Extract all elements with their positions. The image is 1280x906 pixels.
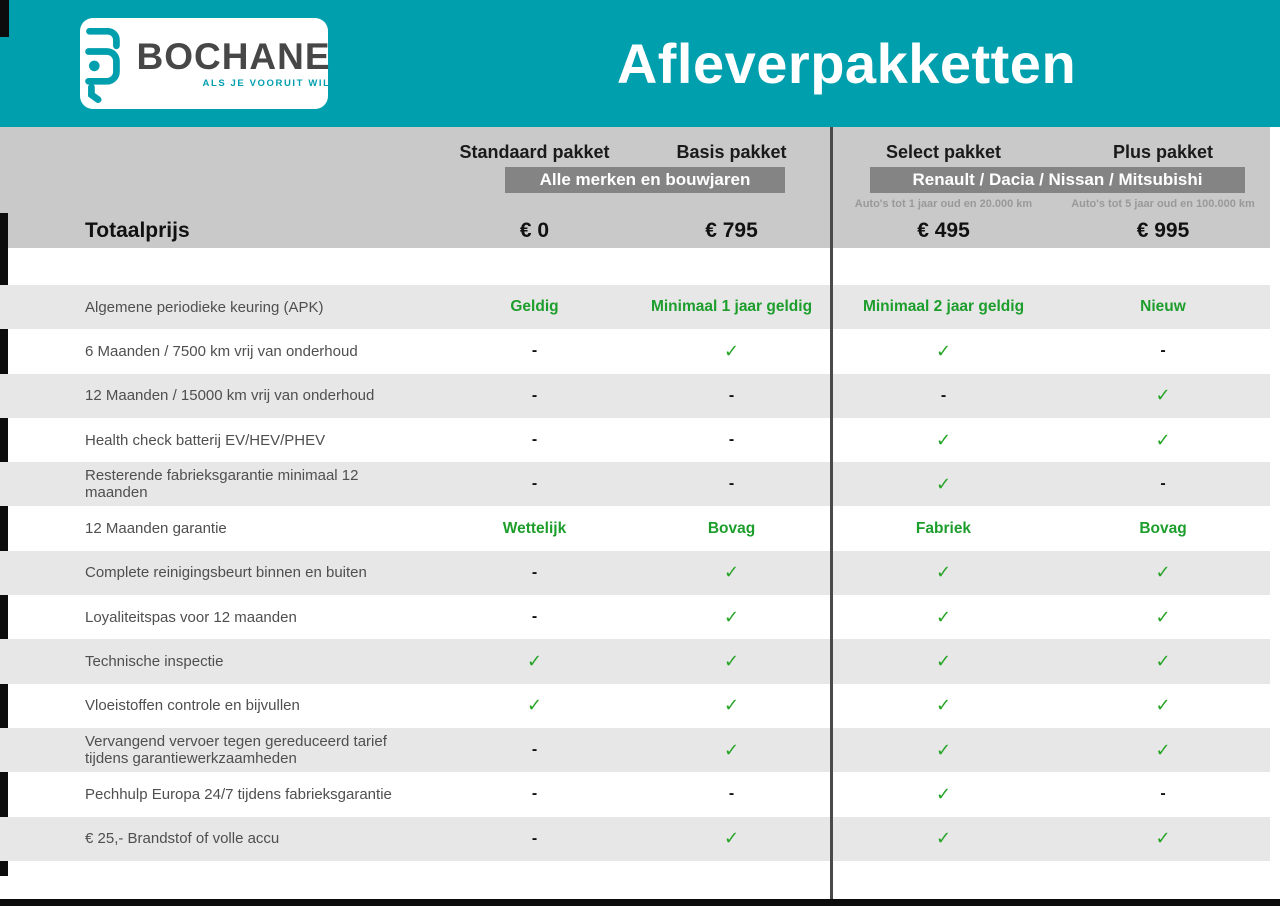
row-cell-standaard <box>437 418 632 462</box>
row-cell-plus <box>1056 551 1270 595</box>
value-text: Geldig <box>510 298 559 316</box>
check-icon: ✓ <box>723 606 740 627</box>
row-cell-select <box>831 506 1056 550</box>
row-cell-basis <box>632 551 831 595</box>
row-label: Technische inspectie <box>85 653 224 671</box>
page-title: Afleverpakketten <box>616 32 1077 95</box>
row-cell-basis <box>632 595 831 639</box>
row-cell-select <box>831 551 1056 595</box>
row-label: Algemene periodieke keuring (APK) <box>85 298 324 316</box>
row-cell-standaard <box>437 684 632 728</box>
column-divider-line <box>830 127 833 899</box>
row-cell-select <box>831 817 1056 861</box>
table-row <box>0 374 1270 418</box>
value-text: Nieuw <box>1140 298 1186 316</box>
row-cell-select <box>831 329 1056 373</box>
table-row <box>0 772 1270 816</box>
value-text: Minimaal 1 jaar geldig <box>650 298 813 316</box>
dash-value: - <box>1160 475 1166 493</box>
check-icon: ✓ <box>1155 739 1171 760</box>
row-cell-select <box>831 639 1056 683</box>
bochane-logo <box>80 18 331 109</box>
dash-value: - <box>728 475 735 493</box>
check-icon: ✓ <box>935 783 952 804</box>
row-cell-plus <box>1056 684 1270 728</box>
row-cell-plus <box>1056 374 1270 418</box>
check-icon: ✓ <box>723 695 740 716</box>
check-icon: ✓ <box>723 562 740 583</box>
row-cell-standaard <box>437 285 632 329</box>
row-cell-standaard <box>437 595 632 639</box>
row-label: € 25,- Brandstof of volle accu <box>85 830 280 848</box>
row-cell-basis <box>632 639 831 683</box>
row-cell-select <box>831 285 1056 329</box>
row-cell-standaard <box>437 639 632 683</box>
table-row <box>0 506 1270 550</box>
row-cell-basis <box>632 772 831 816</box>
dash-value: - <box>531 431 538 449</box>
check-icon: ✓ <box>526 695 543 716</box>
price-standaard: € 0 <box>519 219 550 242</box>
row-cell-basis <box>632 506 831 550</box>
row-label: Complete reinigingsbeurt binnen en buiten <box>85 564 367 582</box>
value-text: Minimaal 2 jaar geldig <box>862 298 1025 316</box>
check-icon: ✓ <box>526 651 543 672</box>
dash-value: - <box>940 386 947 404</box>
table-row <box>0 595 1270 639</box>
table-row <box>0 684 1270 728</box>
row-cell-standaard <box>437 374 632 418</box>
row-cell-plus <box>1056 506 1270 550</box>
row-cell-select <box>831 728 1056 772</box>
dash-value: - <box>1160 342 1166 360</box>
row-cell-select <box>831 772 1056 816</box>
row-cell-basis <box>632 728 831 772</box>
check-icon: ✓ <box>935 651 952 672</box>
check-icon: ✓ <box>1155 695 1171 716</box>
check-icon: ✓ <box>935 562 952 583</box>
row-cell-plus <box>1056 639 1270 683</box>
subtitle-select: Auto's tot 1 jaar oud en 20.000 km <box>854 197 1033 210</box>
row-label: 6 Maanden / 7500 km vrij van onderhoud <box>85 342 358 360</box>
bottom-edge-bar <box>0 899 1280 906</box>
row-label: Vloeistoffen controle en bijvullen <box>85 697 300 715</box>
check-icon: ✓ <box>723 340 740 361</box>
check-icon: ✓ <box>723 828 740 849</box>
row-cell-select <box>831 462 1056 506</box>
check-icon: ✓ <box>935 340 952 361</box>
check-icon: ✓ <box>935 695 952 716</box>
row-cell-standaard <box>437 329 632 373</box>
column-header-standaard: Standaard pakket <box>459 142 610 162</box>
row-cell-standaard <box>437 462 632 506</box>
row-label: 12 Maanden / 15000 km vrij van onderhoud <box>85 387 375 405</box>
table-header-band <box>0 127 1270 248</box>
logo-text <box>136 38 330 89</box>
row-cell-basis <box>632 817 831 861</box>
row-cell-select <box>831 595 1056 639</box>
banner-brands: Renault / Dacia / Nissan / Mitsubishi <box>870 167 1245 193</box>
table-row <box>0 285 1270 329</box>
logo-tagline: ALS JE VOORUIT WIL <box>202 78 331 89</box>
value-text: Fabriek <box>915 519 972 537</box>
price-plus: € 995 <box>1136 219 1190 242</box>
row-label: Vervangend vervoer tegen gereduceerd tarief tijdens garantiewerkzaamheden <box>85 733 387 768</box>
header-banner <box>0 0 1280 127</box>
check-icon: ✓ <box>935 739 952 760</box>
dash-value: - <box>531 829 538 847</box>
dash-value: - <box>531 785 538 803</box>
logo-wordmark: BOCHANE <box>136 36 331 77</box>
column-header-basis: Basis pakket <box>676 142 787 162</box>
check-icon: ✓ <box>1155 828 1171 849</box>
table-row <box>0 418 1270 462</box>
row-label: Loyaliteitspas voor 12 maanden <box>85 608 297 626</box>
row-cell-basis <box>632 374 831 418</box>
price-basis: € 795 <box>705 219 758 242</box>
row-cell-plus <box>1056 418 1270 462</box>
row-label: Resterende fabrieksgarantie minimaal 12 maanden <box>85 467 359 502</box>
row-cell-plus <box>1056 285 1270 329</box>
dash-value: - <box>531 386 538 404</box>
row-label: Health check batterij EV/HEV/PHEV <box>85 431 326 449</box>
row-cell-select <box>831 418 1056 462</box>
dash-value: - <box>531 563 538 581</box>
value-text: Bovag <box>1139 519 1187 537</box>
row-cell-standaard <box>437 817 632 861</box>
row-cell-standaard <box>437 772 632 816</box>
check-icon: ✓ <box>1155 429 1171 450</box>
dash-value: - <box>728 431 735 449</box>
row-cell-basis <box>632 462 831 506</box>
check-icon: ✓ <box>1155 562 1171 583</box>
table-row <box>0 329 1270 373</box>
dash-value: - <box>728 785 735 803</box>
table-row <box>0 551 1270 595</box>
row-cell-basis <box>632 418 831 462</box>
dash-value: - <box>728 386 735 404</box>
check-icon: ✓ <box>1155 385 1171 406</box>
table-row <box>0 728 1270 772</box>
row-cell-basis <box>632 285 831 329</box>
subtitle-plus: Auto's tot 5 jaar oud en 100.000 km <box>1071 197 1255 210</box>
table-row <box>0 639 1270 683</box>
row-cell-standaard <box>437 506 632 550</box>
row-cell-plus <box>1056 772 1270 816</box>
table-row <box>0 462 1270 506</box>
row-label: Pechhulp Europa 24/7 tijdens fabrieksgarantie <box>85 785 392 803</box>
row-cell-basis <box>632 684 831 728</box>
check-icon: ✓ <box>935 429 952 450</box>
row-cell-plus <box>1056 462 1270 506</box>
price-select: € 495 <box>917 219 970 242</box>
dash-value: - <box>531 741 538 759</box>
row-cell-standaard <box>437 551 632 595</box>
row-cell-plus <box>1056 595 1270 639</box>
dash-value: - <box>531 608 538 626</box>
banner-alle-merken: Alle merken en bouwjaren <box>505 167 785 193</box>
row-cell-basis <box>632 329 831 373</box>
row-cell-select <box>831 374 1056 418</box>
check-icon: ✓ <box>935 606 952 627</box>
check-icon: ✓ <box>1155 651 1171 672</box>
value-text: Wettelijk <box>502 519 567 537</box>
dash-value: - <box>531 475 538 493</box>
feature-rows <box>0 285 1270 861</box>
row-cell-plus <box>1056 817 1270 861</box>
bochane-logo-icon <box>77 25 127 103</box>
check-icon: ✓ <box>935 473 952 494</box>
dash-value: - <box>531 342 538 360</box>
row-cell-plus <box>1056 728 1270 772</box>
row-cell-plus <box>1056 329 1270 373</box>
total-price-label: Totaalprijs <box>85 219 190 242</box>
table-row <box>0 817 1270 861</box>
row-label: 12 Maanden garantie <box>85 520 227 538</box>
check-icon: ✓ <box>935 828 952 849</box>
value-text: Bovag <box>707 519 756 537</box>
column-header-select: Select pakket <box>885 142 1002 162</box>
row-cell-standaard <box>437 728 632 772</box>
check-icon: ✓ <box>1155 606 1171 627</box>
row-cell-select <box>831 684 1056 728</box>
check-icon: ✓ <box>723 651 740 672</box>
corner-mark <box>0 0 9 37</box>
dash-value: - <box>1160 785 1166 803</box>
column-header-plus: Plus pakket <box>1112 142 1214 162</box>
check-icon: ✓ <box>723 739 740 760</box>
